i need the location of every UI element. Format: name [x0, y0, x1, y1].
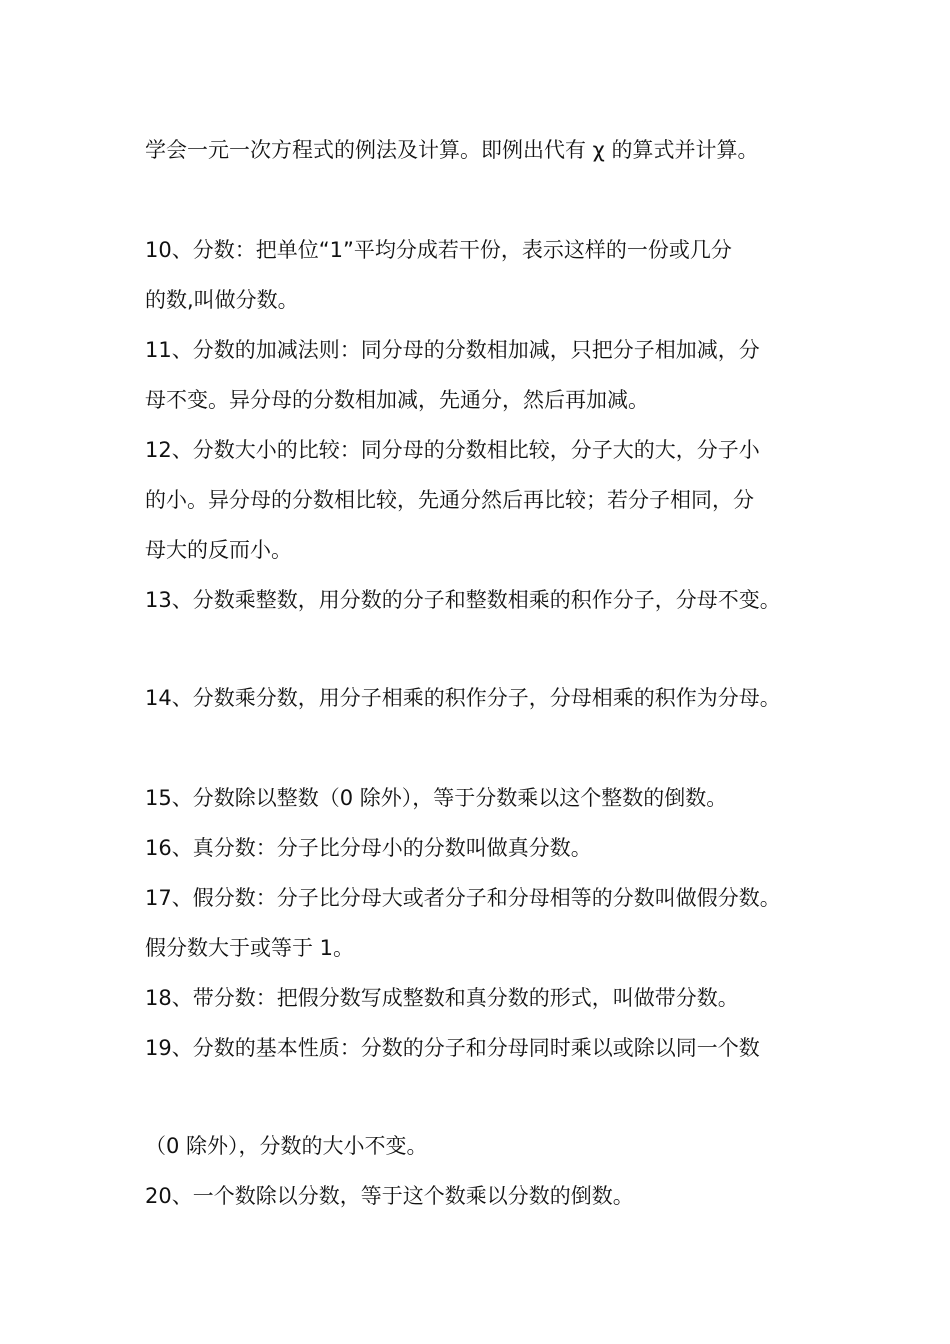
- text-line: 的小。异分母的分数相比较，先通分然后再比较；若分子相同，分: [145, 488, 754, 512]
- text-line: 学会一元一次方程式的例法及计算。即例出代有 χ 的算式并计算。: [145, 138, 759, 162]
- text-line: 15、分数除以整数（0 除外），等于分数乘以这个整数的倒数。: [145, 786, 728, 810]
- text-line: 母不变。异分母的分数相加减，先通分，然后再加减。: [145, 388, 649, 412]
- text-line: 的数,叫做分数。: [145, 288, 299, 312]
- text-line: 12、分数大小的比较：同分母的分数相比较，分子大的大，分子小: [145, 438, 760, 462]
- text-line: 假分数大于或等于 1。: [145, 936, 355, 960]
- text-line: 11、分数的加减法则：同分母的分数相加减，只把分子相加减，分: [145, 338, 760, 362]
- text-line: 18、带分数：把假分数写成整数和真分数的形式，叫做带分数。: [145, 986, 739, 1010]
- text-line: 17、假分数：分子比分母大或者分子和分母相等的分数叫做假分数。: [145, 886, 781, 910]
- text-line: 14、分数乘分数，用分子相乘的积作分子，分母相乘的积作为分母。: [145, 686, 781, 710]
- text-line: 母大的反而小。: [145, 538, 292, 562]
- text-line: （0 除外），分数的大小不变。: [145, 1134, 428, 1158]
- text-line: 19、分数的基本性质：分数的分子和分母同时乘以或除以同一个数: [145, 1036, 760, 1060]
- text-line: 13、分数乘整数，用分数的分子和整数相乘的积作分子，分母不变。: [145, 588, 781, 612]
- text-line: 16、真分数：分子比分母小的分数叫做真分数。: [145, 836, 592, 860]
- text-line: 20、一个数除以分数，等于这个数乘以分数的倒数。: [145, 1184, 634, 1208]
- text-line: 10、分数：把单位“1”平均分成若干份，表示这样的一份或几分: [145, 238, 732, 262]
